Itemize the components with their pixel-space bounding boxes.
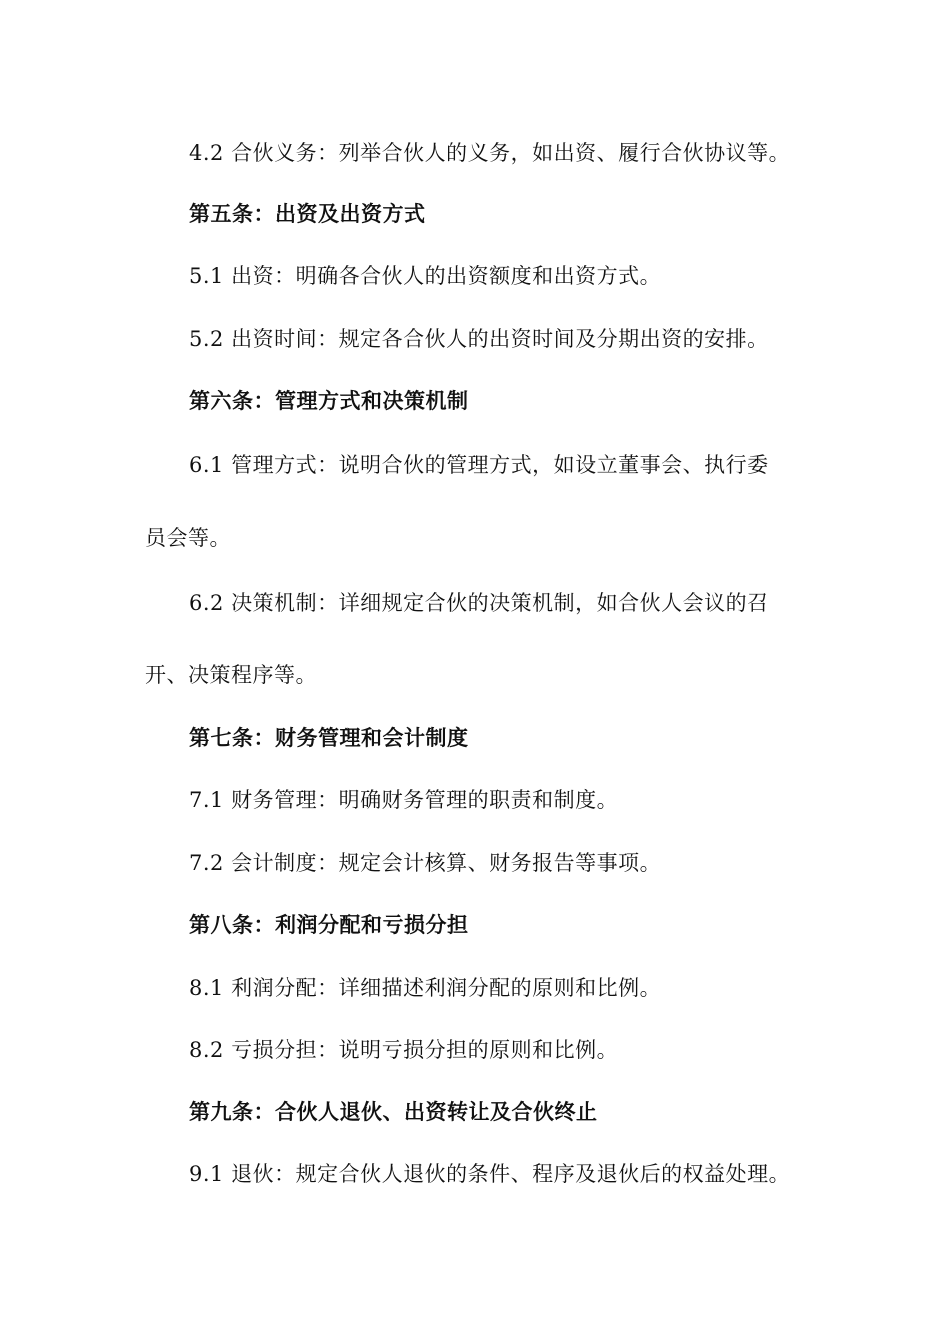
- article-9-heading: 第九条：合伙人退伙、出资转让及合伙终止: [189, 1099, 598, 1124]
- clause-7-2: 7.2 会计制度：规定会计核算、财务报告等事项。: [189, 851, 662, 875]
- clause-6-2-line-2: 开、决策程序等。: [145, 663, 317, 687]
- clause-4-2: 4.2 合伙义务：列举合伙人的义务，如出资、履行合伙协议等。: [189, 141, 791, 165]
- clause-6-2-line-1: 6.2 决策机制：详细规定合伙的决策机制，如合伙人会议的召: [189, 591, 769, 615]
- article-7-heading: 第七条：财务管理和会计制度: [189, 725, 469, 750]
- clause-8-2: 8.2 亏损分担：说明亏损分担的原则和比例。: [189, 1038, 619, 1062]
- clause-7-1: 7.1 财务管理：明确财务管理的职责和制度。: [189, 788, 619, 812]
- clause-5-1: 5.1 出资：明确各合伙人的出资额度和出资方式。: [189, 264, 662, 288]
- clause-6-1-line-2: 员会等。: [145, 526, 231, 550]
- clause-9-1: 9.1 退伙：规定合伙人退伙的条件、程序及退伙后的权益处理。: [189, 1162, 791, 1186]
- article-6-heading: 第六条：管理方式和决策机制: [189, 388, 469, 413]
- clause-8-1: 8.1 利润分配：详细描述利润分配的原则和比例。: [189, 976, 662, 1000]
- clause-5-2: 5.2 出资时间：规定各合伙人的出资时间及分期出资的安排。: [189, 327, 769, 351]
- clause-6-1-line-1: 6.1 管理方式：说明合伙的管理方式，如设立董事会、执行委: [189, 453, 769, 477]
- article-5-heading: 第五条：出资及出资方式: [189, 201, 426, 226]
- article-8-heading: 第八条：利润分配和亏损分担: [189, 912, 469, 937]
